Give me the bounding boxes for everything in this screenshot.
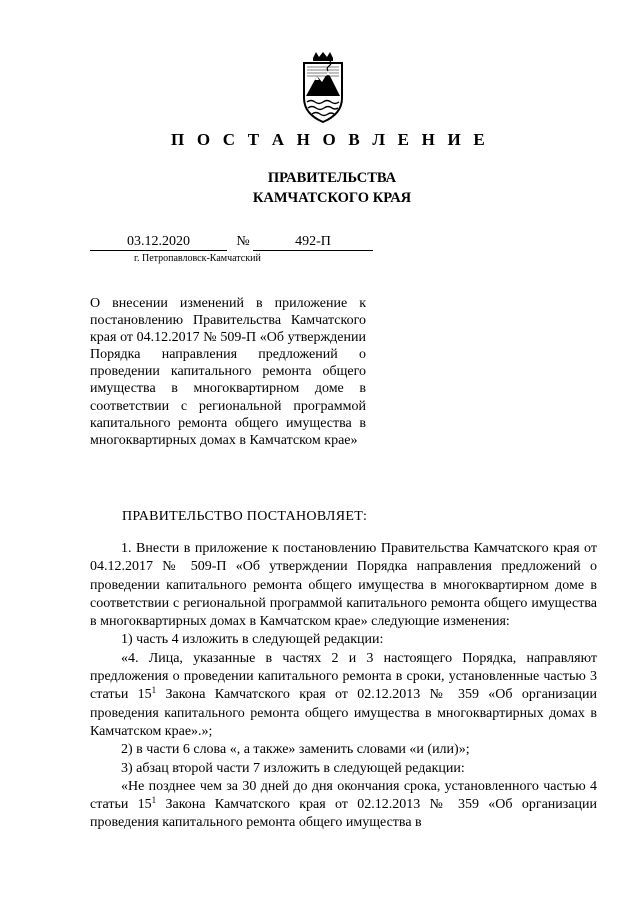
paragraph-4: 2) в части 6 слова «, а также» заменить словами «и (или)»;	[121, 742, 470, 758]
issuer-line-1: ПРАВИТЕЛЬСТВА	[267, 170, 397, 186]
document-type-title: П О С Т А Н О В Л Е Н И Е	[171, 130, 489, 149]
subject-text: О внесении изменений в приложение к постановлению Правительства Камчатского края от 04.12.2017 № 509-П «Об утверждении Порядка направления предложений о проведении капитального ремонта общего имущества в многоквартирном доме в соответствии с региональной программой капитального ремонта общего имущества в многоквартирных домах в Камчатском крае»	[90, 296, 366, 448]
paragraph-6	[90, 778, 597, 833]
decree-heading: ПРАВИТЕЛЬСТВО ПОСТАНОВЛЯЕТ:	[122, 509, 368, 524]
paragraph-1: 1. Внести в приложение к постановлению Правительства Камчатского края от 04.12.2017 № 509-П «Об утверждении Порядка направления предложений о проведении капитального ремонта общего имущества в многоквартирном доме в соответствии с региональной программой капитального ремонта общего имущества в многоквартирных домах в Камчатском крае» следующие изменения:	[90, 541, 597, 630]
paragraph-6-part-1: «Не позднее чем за 30 дней до дня окончания срока, установленного частью 4 статьи 15	[90, 778, 597, 813]
document-date: 03.12.2020	[90, 234, 227, 251]
date-number-line	[90, 234, 390, 252]
paragraph-6-part-2: Закона Камчатского края от 02.12.2013 № 359 «Об организации проведения капитального ремонта общего имущества в	[90, 797, 597, 831]
paragraph-3-part-1: «4. Лица, указанные в частях 2 и 3 настоящего Порядка, направляют предложения о проведении капитального ремонта в сроки, установленные частью 3 статьи 15	[90, 650, 597, 703]
issuer-line-2: КАМЧАТСКОГО КРАЯ	[252, 190, 412, 206]
paragraph-3	[90, 650, 597, 741]
superscript: 1	[151, 685, 157, 696]
paragraph-3-part-2: Закона Камчатского края от 02.12.2013 № 359 «Об организации проведения капитального ремонта общего имущества в многоквартирных домах в Камчатском крае».»;	[90, 687, 597, 739]
coat-of-arms-icon	[298, 52, 348, 124]
paragraph-2: 1) часть 4 изложить в следующей редакции:	[121, 632, 384, 648]
number-sign: №	[236, 234, 250, 249]
subject-block	[90, 295, 366, 449]
superscript: 1	[151, 795, 157, 806]
document-body	[90, 540, 597, 833]
city-label: г. Петропавловск-Камчатский	[134, 253, 261, 264]
document-number: 492-П	[253, 234, 373, 251]
issuer-block	[12, 168, 640, 208]
paragraph-5: 3) абзац второй части 7 изложить в следующей редакции:	[121, 760, 465, 776]
